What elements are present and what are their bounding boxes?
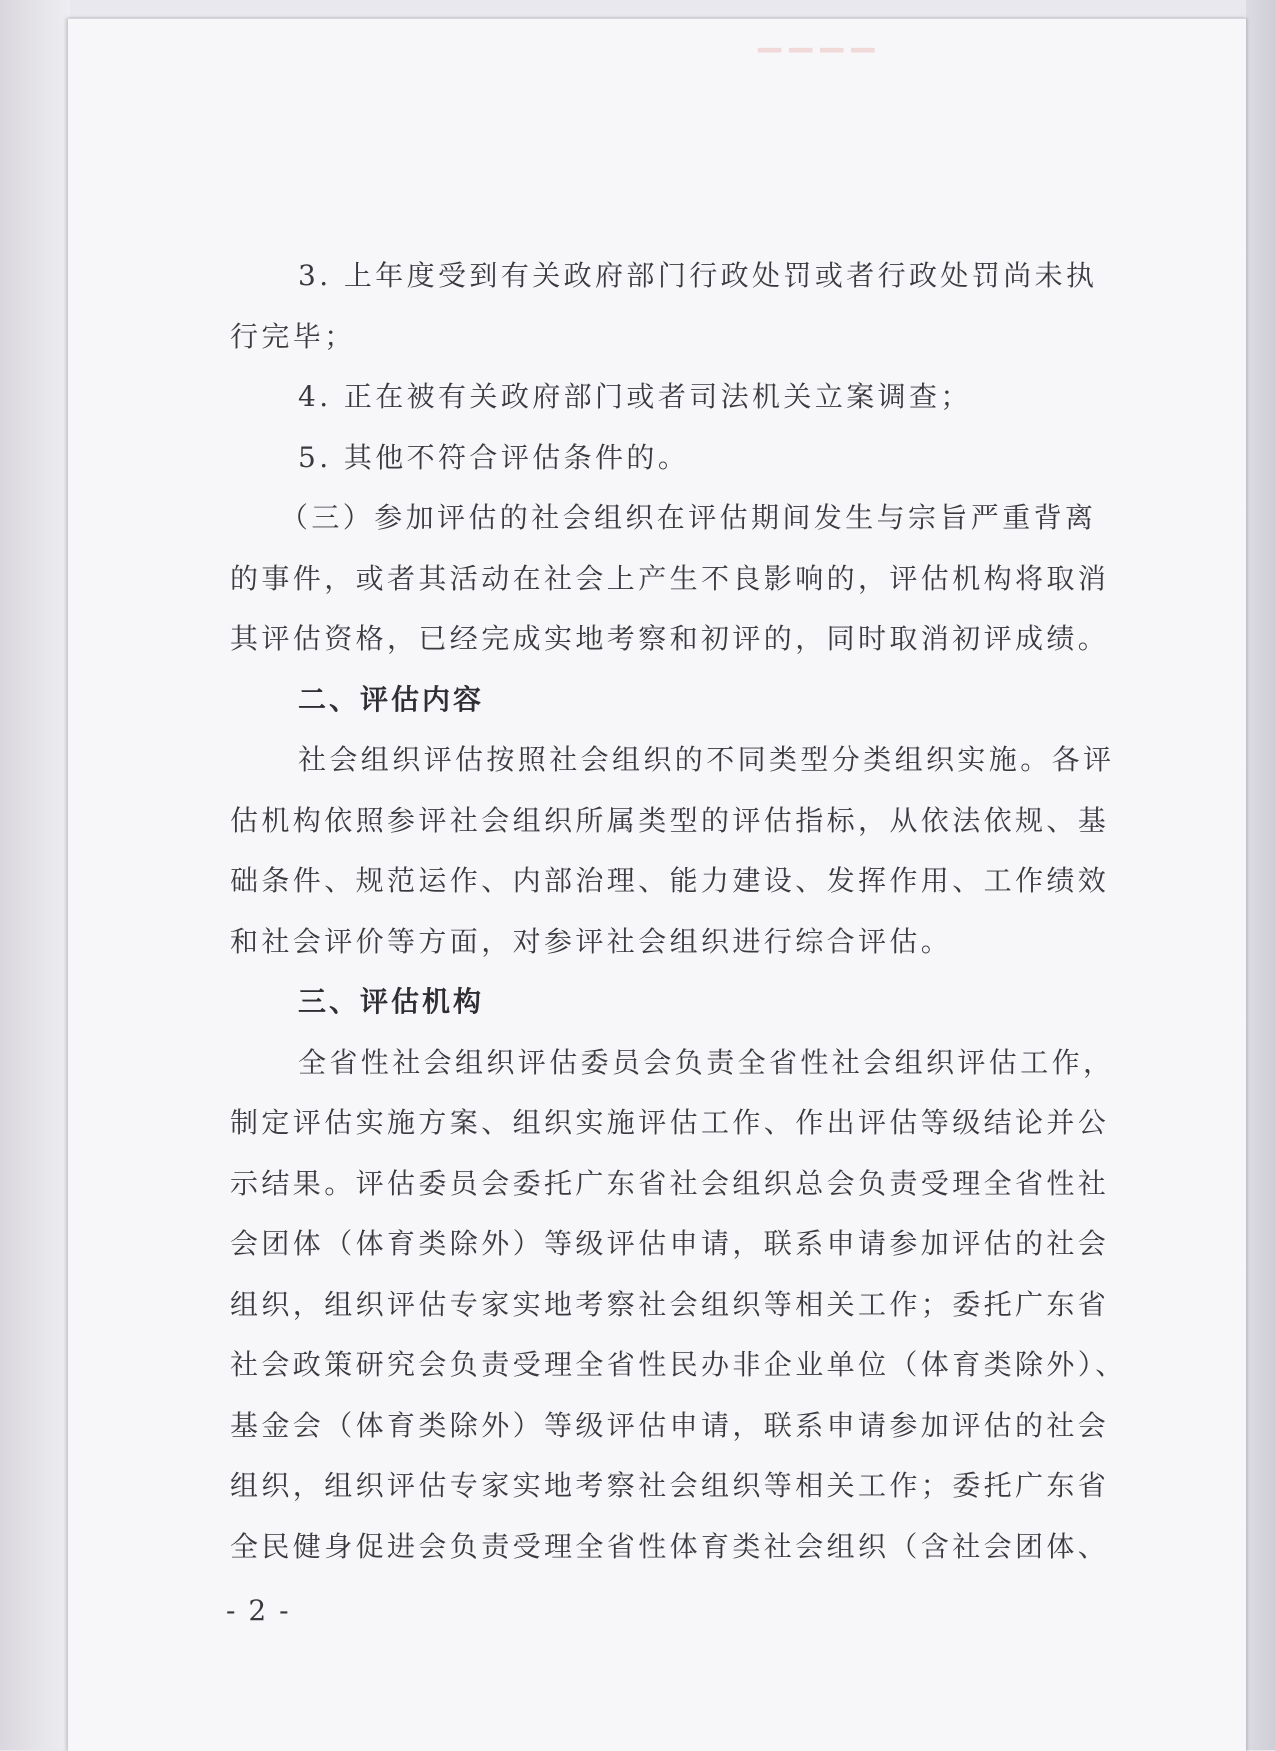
paragraph-institution-line-9: 全民健身促进会负责受理全省性体育类社会组织（含社会团体、 [230,1529,1110,1563]
paragraph-institution-line-1: 全省性社会组织评估委员会负责全省性社会组织评估工作， [298,1045,1115,1079]
paragraph-content-line-1: 社会组织评估按照社会组织的不同类型分类组织实施。各评 [298,743,1115,776]
bleed-through-mark: ▔▔▔▔ [758,49,883,84]
paragraph-content-line-4: 和社会评价等方面，对参评社会组织进行综合评估。 [230,924,953,958]
paragraph-institution-line-5: 组织，组织评估专家实地考察社会组织等相关工作；委托广东省 [230,1287,1110,1321]
paragraph-content-line-3: 础条件、规范运作、内部治理、能力建设、发挥作用、工作绩效 [230,864,1110,897]
paragraph-institution-line-6: 社会政策研究会负责受理全省性民办非企业单位（体育类除外）、 [230,1348,1127,1381]
list-item-5: 5. 其他不符合评估条件的。 [298,440,690,474]
scan-right-edge [1246,0,1275,1750]
paragraph-institution-line-8: 组织，组织评估专家实地考察社会组织等相关工作；委托广东省 [230,1469,1110,1502]
paragraph-3-line-1: （三）参加评估的社会组织在评估期间发生与宗旨严重背离 [280,501,1097,534]
scan-left-edge [0,0,70,1750]
paragraph-3-line-3: 其评估资格，已经完成实地考察和初评的，同时取消初评成绩。 [230,622,1110,655]
list-item-3-line-2: 行完毕； [230,319,356,353]
paragraph-content-line-2: 估机构依照参评社会组织所属类型的评估指标，从依法依规、基 [230,803,1110,837]
paragraph-institution-line-4: 会团体（体育类除外）等级评估申请，联系申请参加评估的社会 [230,1227,1110,1260]
list-item-3-line-1: 3. 上年度受到有关政府部门行政处罚或者行政处罚尚未执 [298,259,1098,292]
paragraph-institution-line-7: 基金会（体育类除外）等级评估申请，联系申请参加评估的社会 [230,1408,1110,1442]
page-number: - 2 - [226,1594,291,1627]
list-item-4: 4. 正在被有关政府部门或者司法机关立案调查； [298,380,972,413]
document-body [230,246,1150,1577]
section-heading-content: 二、评估内容 [298,682,485,716]
paragraph-institution-line-2: 制定评估实施方案、组织实施评估工作、作出评估等级结论并公 [230,1106,1110,1139]
paragraph-3-line-2: 的事件，或者其活动在社会上产生不良影响的，评估机构将取消 [230,561,1110,595]
section-heading-institution: 三、评估机构 [298,985,485,1018]
paragraph-institution-line-3: 示结果。评估委员会委托广东省社会组织总会负责受理全省性社 [230,1166,1110,1200]
